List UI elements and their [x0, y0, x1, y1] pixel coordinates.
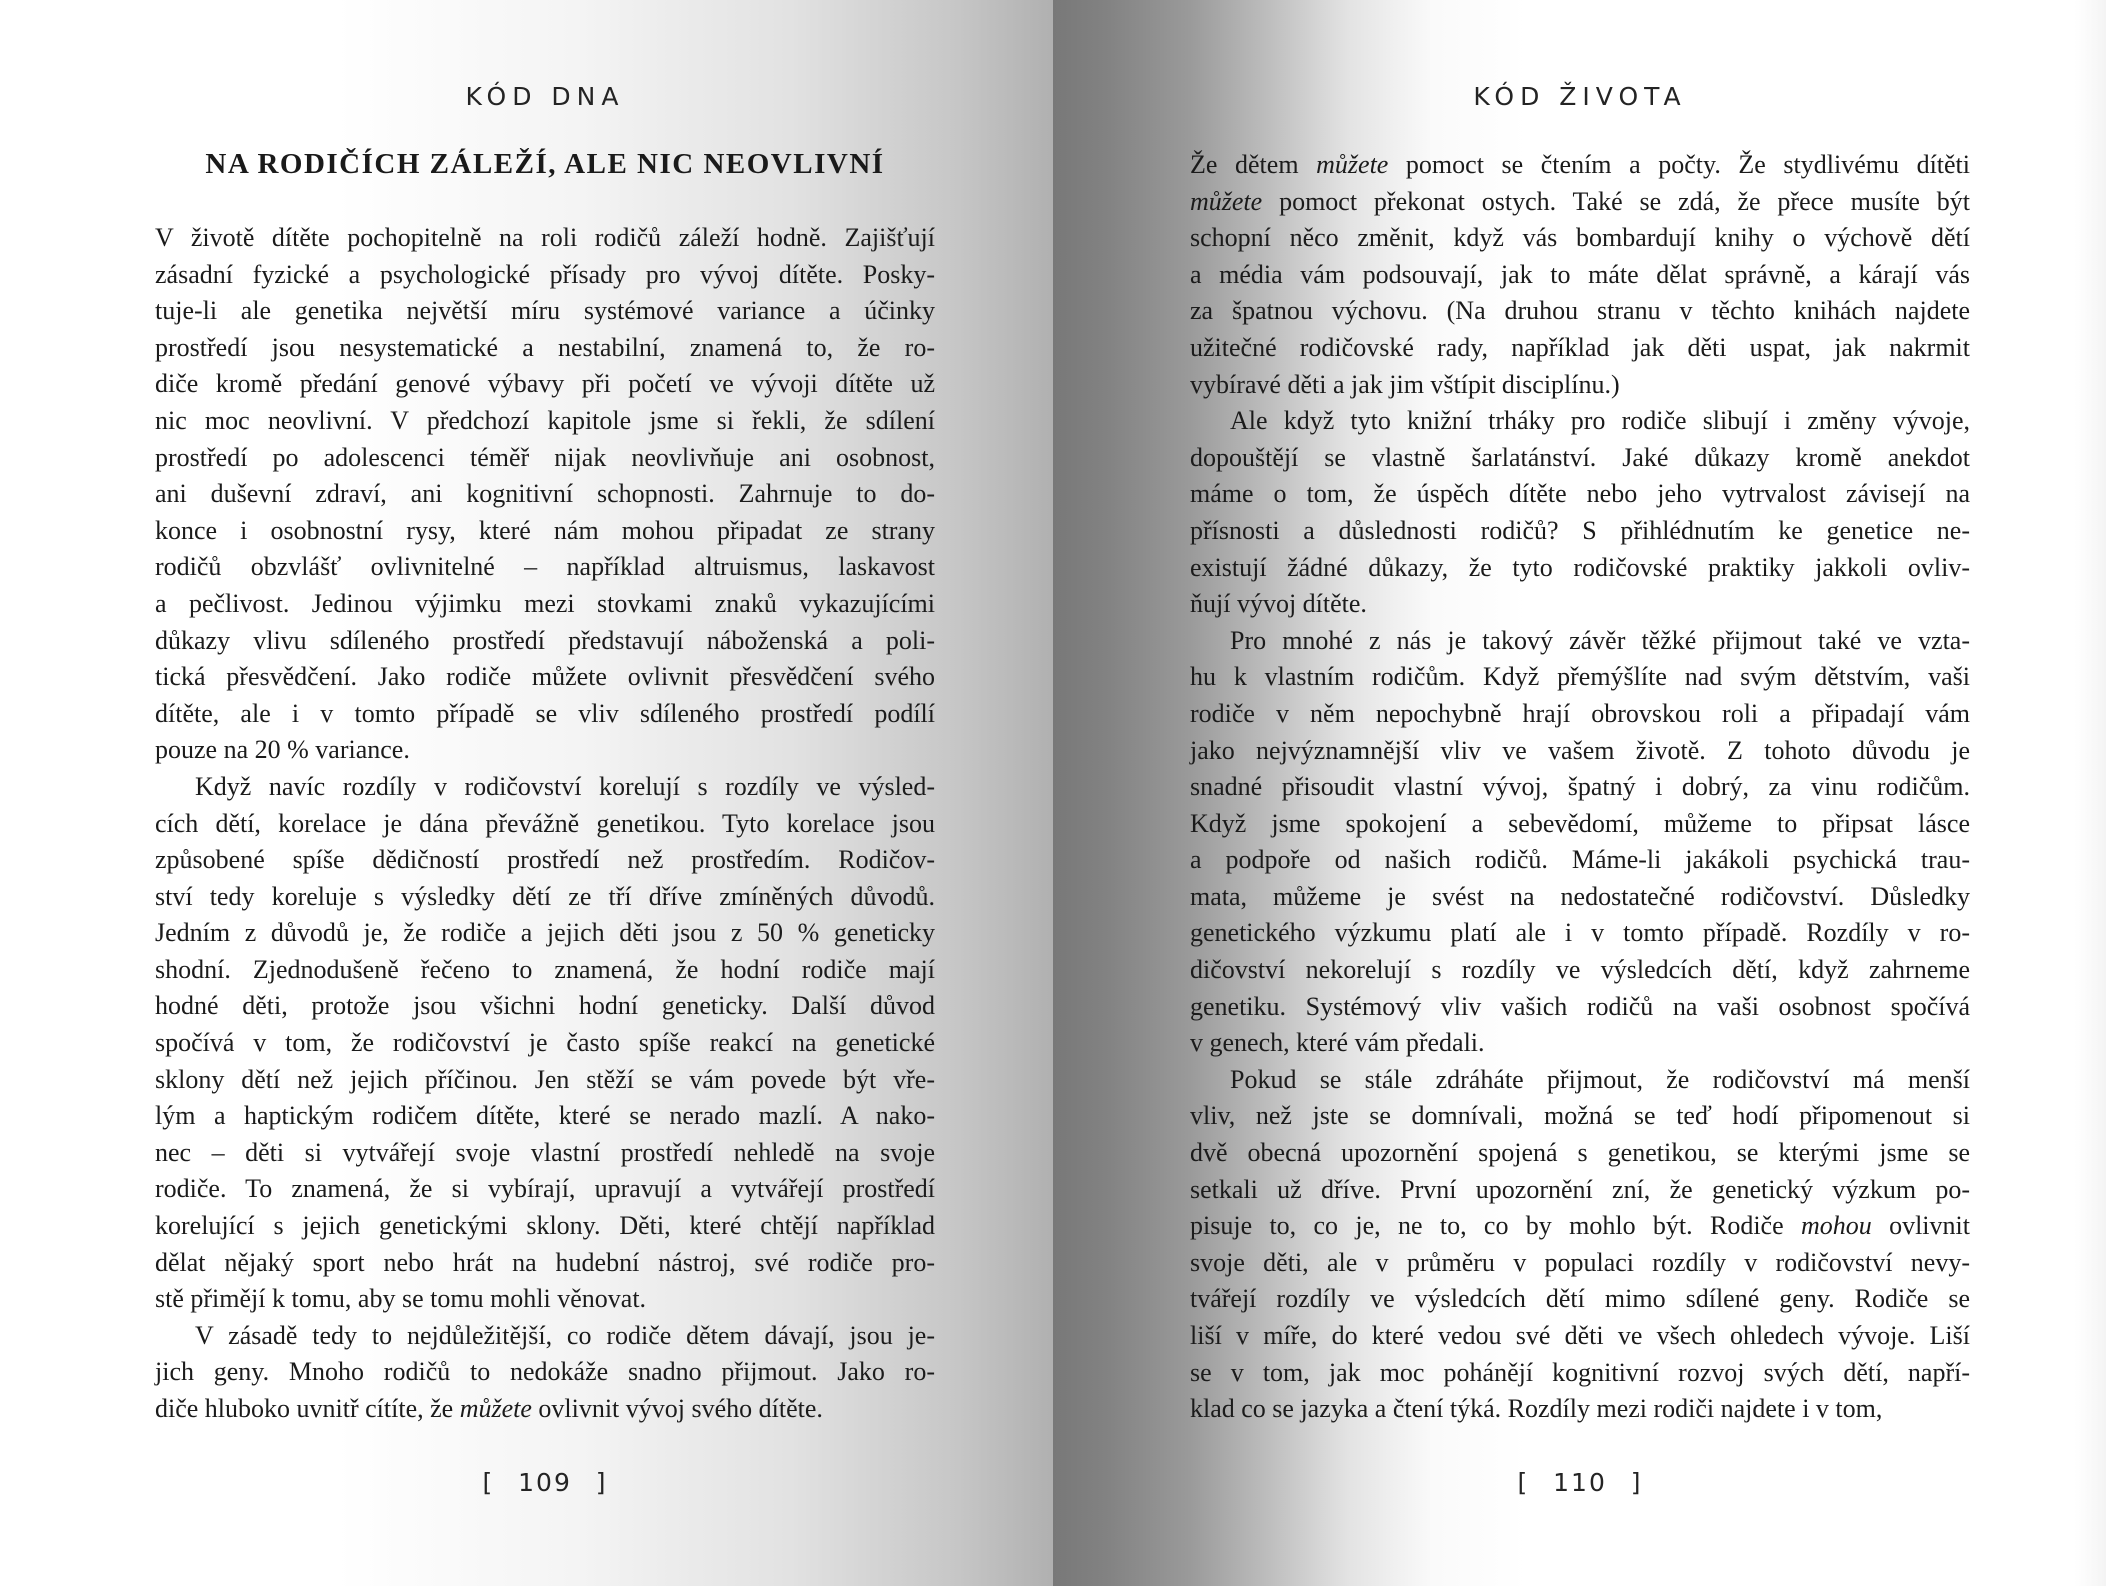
text-line: tická přesvědčení. Jako rodiče můžete ovlivnit přesvědčení svého: [155, 662, 935, 692]
section-heading: NA RODIČÍCH ZÁLEŽÍ, ALE NIC NEOVLIVNÍ: [205, 148, 885, 180]
text-line: snadné přisoudit vlastní vývoj, špatný i dobrý, za vinu rodičům.: [1190, 772, 1970, 802]
text-line: lým a haptickým rodičem dítěte, které se nerado mazlí. A nako-: [155, 1101, 935, 1131]
text-line: Ale když tyto knižní trháky pro rodiče slibují i změny vývoje,: [1230, 406, 1970, 436]
paragraph: [155, 769, 935, 1318]
text-line: Že dětem můžete pomoct se čtením a počty. Že stydlivému dítěti: [1190, 150, 1971, 179]
text-line: prostředí po adolescenci téměř nijak neovlivňuje ani osobnost,: [155, 442, 935, 472]
text-line: sklony dětí než jejich příčinou. Jen stěží se vám povede být vře-: [155, 1064, 935, 1094]
text-line: dítěte, ale i v tomto případě se vliv sdíleného prostředí podílí: [155, 698, 935, 728]
text-line: přísnosti a důslednosti rodičů? S přihlédnutím ke genetice ne-: [1190, 515, 1970, 545]
text-line: máme o tom, že úspěch dítěte nebo jeho vytrvalost závisejí na: [1190, 479, 1970, 509]
running-head-right: KÓD ŽIVOTA: [1473, 82, 1687, 111]
text-line: shodní. Zjednodušeně řečeno to znamená, že hodní rodiče mají: [155, 954, 935, 984]
text-line: se v tom, jak moc pohánějí kognitivní rozvoj svých dětí, napří-: [1190, 1357, 1970, 1387]
text-line: mata, můžeme je svést na nedostatečné rodičovství. Důsledky: [1190, 881, 1970, 911]
text-line: V zásadě tedy to nejdůležitější, co rodiče dětem dávají, jsou je-: [195, 1320, 935, 1350]
text-line: způsobené spíše dědičností prostředí než prostředím. Rodičov-: [155, 845, 935, 875]
text-line: v genech, které vám předali.: [1190, 1028, 1485, 1058]
paragraph: [1190, 1062, 1970, 1428]
text-line: Když navíc rozdíly v rodičovství korelují s rozdíly ve výsled-: [195, 771, 935, 801]
page-number-left: [ 109 ]: [482, 1468, 608, 1497]
text-line: spočívá v tom, že rodičovství je často spíše reakcí na genetické: [155, 1028, 935, 1058]
text-line: a podpoře od našich rodičů. Máme-li jakákoli psychická trau-: [1190, 845, 1970, 875]
text-line: liší v míře, do které vedou své děti ve všech ohledech vývoje. Liší: [1190, 1321, 1970, 1350]
text-line: korelující s jejich genetickými sklony. Děti, které chtějí například: [155, 1211, 935, 1241]
text-line: dopouštějí se vlastně šarlatánství. Jaké důkazy kromě anekdot: [1190, 442, 1970, 472]
text-line: diče hluboko uvnitř cítíte, že můžete ovlivnit vývoj svého dítěte.: [155, 1394, 823, 1423]
text-line: vybíravé děti a jak jim vštípit disciplínu.): [1190, 369, 1620, 399]
page-body-left: [155, 220, 935, 1428]
text-line: pisuje to, co je, ne to, co by mohlo být. Rodiče mohou ovlivnit: [1190, 1211, 1970, 1241]
paragraph: [155, 220, 935, 769]
text-line: ství tedy koreluje s výsledky dětí ze tří dříve zmíněných důvodů.: [155, 881, 935, 911]
paragraph: [155, 1318, 935, 1428]
text-line: tvářejí rozdíly ve výsledcích dětí mimo sdílené geny. Rodiče se: [1190, 1284, 1970, 1314]
text-line: Pro mnohé z nás je takový závěr těžké přijmout také ve vzta-: [1230, 625, 1970, 655]
text-line: vliv, než jste se domnívali, možná se teď hodí připomenout si: [1190, 1101, 1970, 1131]
text-line: Pokud se stále zdráháte přijmout, že rodičovství má menší: [1230, 1064, 1970, 1094]
text-line: V životě dítěte pochopitelně na roli rodičů záleží hodně. Zajišťují: [155, 223, 935, 252]
text-line: nec – děti si vytvářejí svoje vlastní prostředí nehledě na svoje: [155, 1137, 935, 1167]
text-line: tuje-li ale genetika největší míru systémové variance a účinky: [155, 296, 935, 326]
text-line: svoje děti, ale v průměru v populaci rozdíly v rodičovství nevy-: [1190, 1247, 1970, 1277]
text-line: Když jsme spokojení a sebevědomí, můžeme to připsat lásce: [1190, 808, 1970, 838]
text-line: setkali už dříve. První upozornění zní, že genetický výzkum po-: [1190, 1174, 1970, 1204]
text-line: genetického výzkumu platí ale i v tomto případě. Rozdíly v ro-: [1190, 918, 1970, 948]
text-line: ňují vývoj dítěte.: [1190, 589, 1367, 619]
text-line: důkazy vlivu sdíleného prostředí představují náboženská a poli-: [155, 625, 935, 655]
text-line: rodičů obzvlášť ovlivnitelné – například altruismus, laskavost: [155, 552, 935, 582]
paragraph: [1190, 147, 1970, 403]
text-line: klad co se jazyka a čtení týká. Rozdíly mezi rodiči najdete i v tom,: [1190, 1394, 1883, 1424]
text-line: rodiče. To znamená, že si vybírají, upravují a vytvářejí prostředí: [155, 1174, 935, 1204]
paragraph: [1190, 623, 1970, 1062]
text-line: existují žádné důkazy, že tyto rodičovské praktiky jakkoli ovliv-: [1190, 552, 1970, 582]
text-line: dičovství nekorelují s rozdíly ve výsledcích dětí, když zahrneme: [1190, 955, 1970, 985]
text-line: genetiku. Systémový vliv vašich rodičů na vaši osobnost spočívá: [1190, 991, 1970, 1021]
text-line: hu k vlastním rodičům. Když přemýšlíte nad svým dětstvím, vaši: [1190, 662, 1970, 692]
text-line: stě přimějí k tomu, aby se tomu mohli věnovat.: [155, 1284, 647, 1314]
text-line: můžete pomoct překonat ostych. Také se zdá, že přece musíte být: [1190, 186, 1970, 216]
text-line: zásadní fyzické a psychologické přísady pro vývoj dítěte. Posky-: [155, 259, 935, 289]
text-line: jako nejvýznamnější vliv ve vašem životě. Z tohoto důvodu je: [1190, 735, 1970, 765]
text-line: a média vám podsouvají, jak to máte dělat správně, a kárají vás: [1190, 259, 1970, 289]
text-line: prostředí jsou nesystematické a nestabilní, znamená to, že ro-: [155, 332, 935, 362]
page-right: [1053, 0, 2106, 1586]
text-line: rodiče v něm nepochybně hrají obrovskou roli a připadají vám: [1190, 698, 1970, 728]
text-line: dvě obecná upozornění spojená s genetikou, se kterými jsme se: [1190, 1138, 1970, 1168]
text-line: hodné děti, protože jsou všichni hodní geneticky. Další důvod: [155, 991, 935, 1021]
running-head-left: KÓD DNA: [465, 82, 625, 111]
text-line: konce i osobnostní rysy, které nám mohou připadat ze strany: [155, 515, 935, 545]
text-line: diče kromě předání genové výbavy při početí ve vývoji dítěte už: [155, 369, 935, 399]
text-line: nic moc neovlivní. V předchozí kapitole jsme si řekli, že sdílení: [155, 405, 935, 435]
text-line: užitečné rodičovské rady, například jak děti uspat, jak nakrmit: [1190, 332, 1970, 362]
text-line: schopní něco změnit, když vás bombardují knihy o výchově dětí: [1190, 223, 1970, 253]
text-line: cích dětí, korelace je dána převážně genetikou. Tyto korelace jsou: [155, 808, 935, 838]
paragraph: [1190, 403, 1970, 623]
text-line: ani duševní zdraví, ani kognitivní schopnosti. Zahrnuje to do-: [155, 479, 935, 509]
text-line: jich geny. Mnoho rodičů to nedokáže snadno přijmout. Jako ro-: [155, 1357, 935, 1387]
text-line: dělat nějaký sport nebo hrát na hudební nástroj, své rodiče pro-: [155, 1247, 935, 1277]
text-line: a pečlivost. Jedinou výjimku mezi stovkami znaků vykazujícími: [155, 588, 935, 618]
text-line: za špatnou výchovu. (Na druhou stranu v těchto knihách najdete: [1190, 296, 1970, 326]
page-number-right: [ 110 ]: [1517, 1468, 1643, 1497]
page-body-right: [1190, 147, 1970, 1428]
text-line: Jedním z důvodů je, že rodiče a jejich děti jsou z 50 % geneticky: [155, 918, 935, 948]
text-line: pouze na 20 % variance.: [155, 735, 410, 765]
